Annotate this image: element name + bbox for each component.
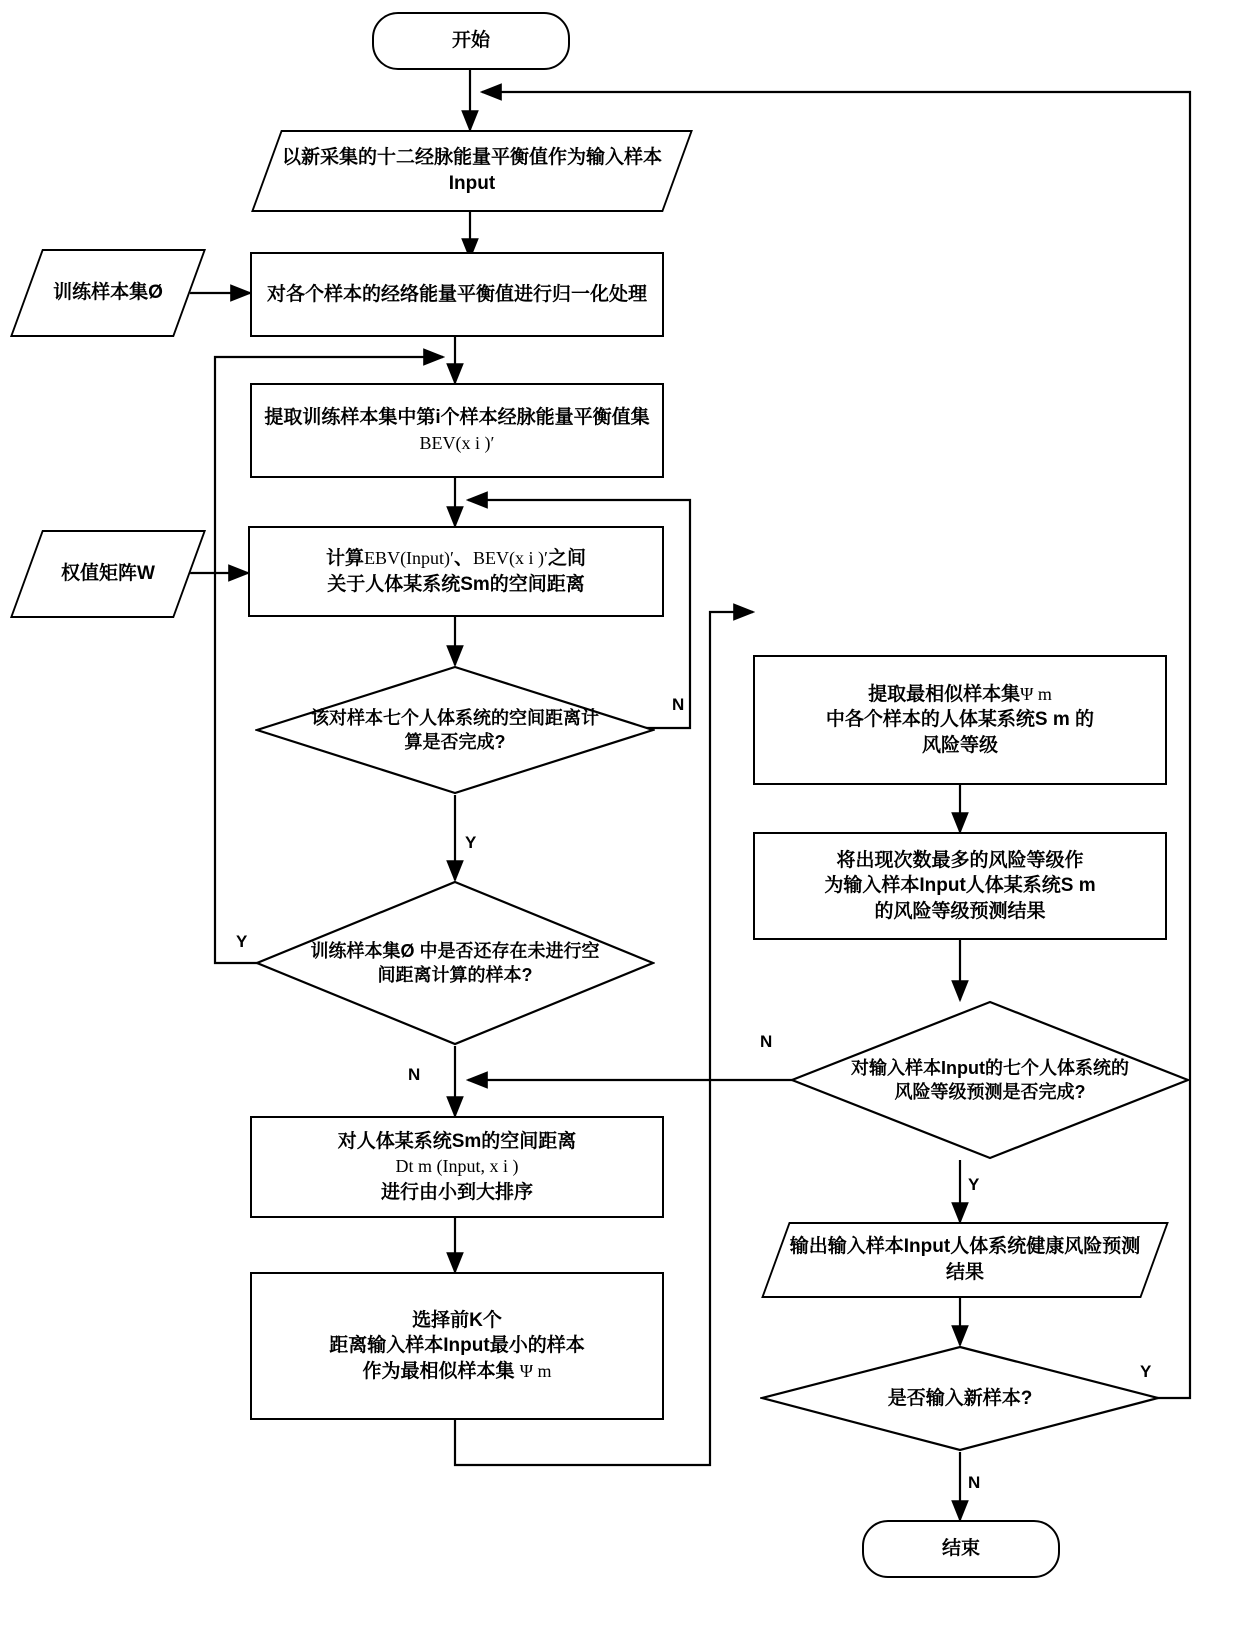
- select-k-line3: 作为最相似样本集: [362, 1360, 515, 1382]
- edge-label-seven-n: N: [672, 695, 685, 714]
- sort-line1: 对人体某系统Sm的空间距离: [337, 1130, 577, 1152]
- extract-risk-line2: 中各个样本的人体某系统S m 的: [825, 709, 1095, 731]
- node-decision-remaining-samples-label: 训练样本集Ø 中是否还存在未进行空间距离计算的样本?: [310, 940, 600, 985]
- node-decision-seven-systems: [255, 665, 655, 795]
- node-weight-matrix: [26, 530, 190, 618]
- node-training-set-label: 训练样本集Ø: [53, 282, 163, 304]
- calc-distance-formula-1: EBV(Input)′: [364, 547, 454, 568]
- node-extract-bev-text: 提取训练样本集中第i个样本经脉能量平衡值集: [264, 406, 650, 428]
- select-k-line2: 距离输入样本Input最小的样本: [329, 1335, 585, 1357]
- node-start: [372, 12, 570, 70]
- calc-distance-pre: 计算: [326, 547, 365, 569]
- node-start-label: 开始: [451, 30, 490, 52]
- node-decision-new-sample-label: 是否输入新样本?: [887, 1387, 1033, 1409]
- edge-label-remaining-n: N: [408, 1065, 421, 1084]
- edge-label-predicted-y: Y: [968, 1175, 980, 1194]
- extract-risk-line1: 提取最相似样本集: [868, 683, 1021, 705]
- edge-label-predicted-n: N: [760, 1032, 773, 1051]
- node-extract-bev-label: [252, 403, 662, 458]
- node-end-label: 结束: [941, 1538, 980, 1560]
- edge-label-seven-y: Y: [465, 833, 477, 852]
- node-end: [862, 1520, 1060, 1578]
- extract-risk-line3: 风险等级: [921, 734, 998, 756]
- node-normalize: [250, 252, 664, 337]
- calc-distance-post: 之间: [547, 547, 586, 569]
- calc-distance-mid: 、: [453, 547, 473, 569]
- extract-risk-symbol: Ψ m: [1020, 683, 1052, 704]
- edge-label-remaining-y: Y: [236, 932, 248, 951]
- calc-distance-line2: 关于人体某系统Sm的空间距离: [327, 573, 585, 595]
- node-extract-bev: [250, 383, 664, 478]
- node-extract-risk-levels: [753, 655, 1167, 785]
- select-k-symbol: Ψ m: [519, 1360, 552, 1381]
- sort-line3: 进行由小到大排序: [380, 1181, 533, 1203]
- node-input-sample: [266, 130, 678, 212]
- node-decision-remaining-samples: [255, 880, 655, 1046]
- node-sort-distance-label: [332, 1127, 583, 1208]
- node-output-result: [775, 1222, 1155, 1298]
- node-normalize-label: 对各个样本的经络能量平衡值进行归一化处理: [266, 283, 647, 305]
- node-select-k: [250, 1272, 664, 1420]
- node-extract-bev-formula: BEV(x i )′: [419, 432, 495, 453]
- edge-label-new-sample-n: N: [968, 1473, 981, 1492]
- node-select-k-label: [323, 1306, 590, 1387]
- node-sort-distance: [250, 1116, 664, 1218]
- node-decision-seven-systems-label: 该对样本七个人体系统的空间距离计算是否完成?: [311, 707, 599, 752]
- node-training-set: [26, 249, 190, 337]
- select-k-line1: 选择前K个: [412, 1309, 502, 1331]
- calc-distance-formula-2: BEV(x i )′: [473, 547, 548, 568]
- node-calc-distance-label: [320, 544, 592, 599]
- most-freq-line3: 的风险等级预测结果: [874, 900, 1046, 922]
- node-most-frequent-risk: [753, 832, 1167, 940]
- node-most-frequent-risk-label: [818, 846, 1101, 927]
- most-freq-line2: 为输入样本Input人体某系统S m: [824, 875, 1096, 897]
- node-output-result-label: 输出输入样本Input人体系统健康风险预测结果: [789, 1236, 1141, 1283]
- edge-label-new-sample-y: Y: [1140, 1362, 1152, 1381]
- node-extract-risk-levels-label: [820, 680, 1100, 761]
- sort-formula: Dt m (Input, x i ): [395, 1156, 519, 1177]
- node-decision-new-sample: [760, 1345, 1160, 1452]
- node-calc-distance: [248, 526, 664, 617]
- node-weight-matrix-label: 权值矩阵W: [61, 563, 155, 585]
- node-decision-all-predicted: [790, 1000, 1190, 1160]
- node-decision-all-predicted-label: 对输入样本Input的七个人体系统的风险等级预测是否完成?: [851, 1057, 1129, 1102]
- node-input-sample-label: 以新采集的十二经脉能量平衡值作为输入样本Input: [281, 147, 662, 194]
- most-freq-line1: 将出现次数最多的风险等级作: [836, 849, 1084, 871]
